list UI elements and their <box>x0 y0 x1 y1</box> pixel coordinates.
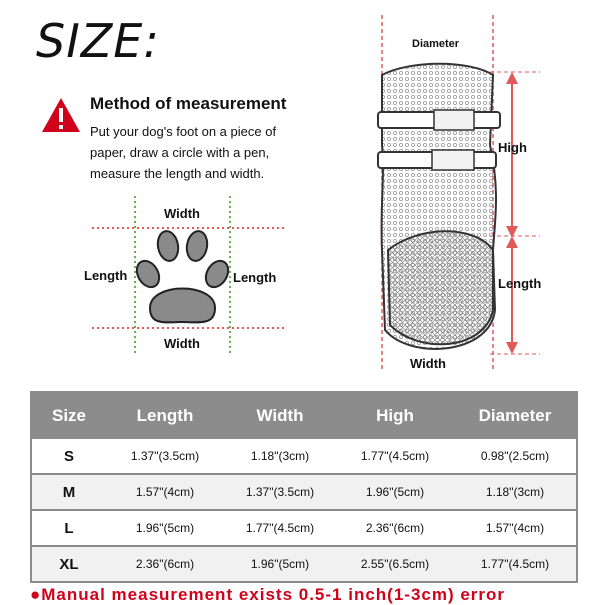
paw-measurement-diagram <box>80 190 300 360</box>
warning-triangle-icon <box>40 96 82 134</box>
table-cell: 1.77"(4.5cm) <box>360 449 430 463</box>
table-cell: 1.96"(5cm) <box>336 473 454 509</box>
table-cell: 1.96"(5cm) <box>224 545 336 581</box>
column-header-length: Length <box>106 393 224 439</box>
table-cell: 1.37"(3.5cm) <box>224 473 336 509</box>
method-description: Put your dog's foot on a piece of paper, draw a circle with a pen, measure the length and width. <box>90 124 277 181</box>
shoe-length-label: Length <box>498 276 542 291</box>
dog-boot-icon <box>350 10 590 380</box>
shoe-diameter-label: Diameter <box>412 38 460 50</box>
table-cell-size: S <box>63 447 74 465</box>
shoe-measurement-diagram <box>350 10 590 380</box>
table-row <box>32 545 576 581</box>
column-header-size: Size <box>32 393 106 439</box>
paw-length-right-label: Length <box>233 270 277 285</box>
table-cell: 1.37"(3.5cm) <box>130 449 200 463</box>
table-header-row <box>32 393 576 439</box>
table-cell: 1.57"(4cm) <box>454 509 576 545</box>
table-cell: 2.55"(6.5cm) <box>336 545 454 581</box>
shoe-width-label: Width <box>410 356 446 371</box>
table-row <box>32 473 576 509</box>
table-cell: 1.57"(4cm) <box>106 473 224 509</box>
table-cell: 1.96"(5cm) <box>106 509 224 545</box>
method-heading: Method of measurement <box>90 94 287 113</box>
shoe-high-label: High <box>498 140 527 155</box>
table-cell: 1.18"(3cm) <box>454 473 576 509</box>
paw-length-left-label: Length <box>84 268 128 283</box>
paw-width-top-label: Width <box>164 206 200 221</box>
column-header-diameter: Diameter <box>454 393 576 439</box>
column-header-high: High <box>336 393 454 439</box>
table-row <box>32 439 576 473</box>
table-row <box>32 509 576 545</box>
table-cell-size: XL <box>32 545 106 581</box>
table-cell: 1.18"(3cm) <box>250 449 310 463</box>
size-table <box>30 391 578 583</box>
table-cell: 2.36"(6cm) <box>336 509 454 545</box>
error-footnote: ●Manual measurement exists 0.5-1 inch(1-3cm) error <box>30 585 506 604</box>
paw-width-bottom-label: Width <box>164 336 200 351</box>
table-cell: 1.77"(4.5cm) <box>454 545 576 581</box>
table-cell-size: M <box>32 473 106 509</box>
page-title: SIZE: <box>36 14 160 68</box>
table-cell: 0.98"(2.5cm) <box>480 449 550 463</box>
table-cell: 2.36"(6cm) <box>106 545 224 581</box>
table-cell-size: L <box>32 509 106 545</box>
column-header-width: Width <box>224 393 336 439</box>
table-cell: 1.77"(4.5cm) <box>224 509 336 545</box>
